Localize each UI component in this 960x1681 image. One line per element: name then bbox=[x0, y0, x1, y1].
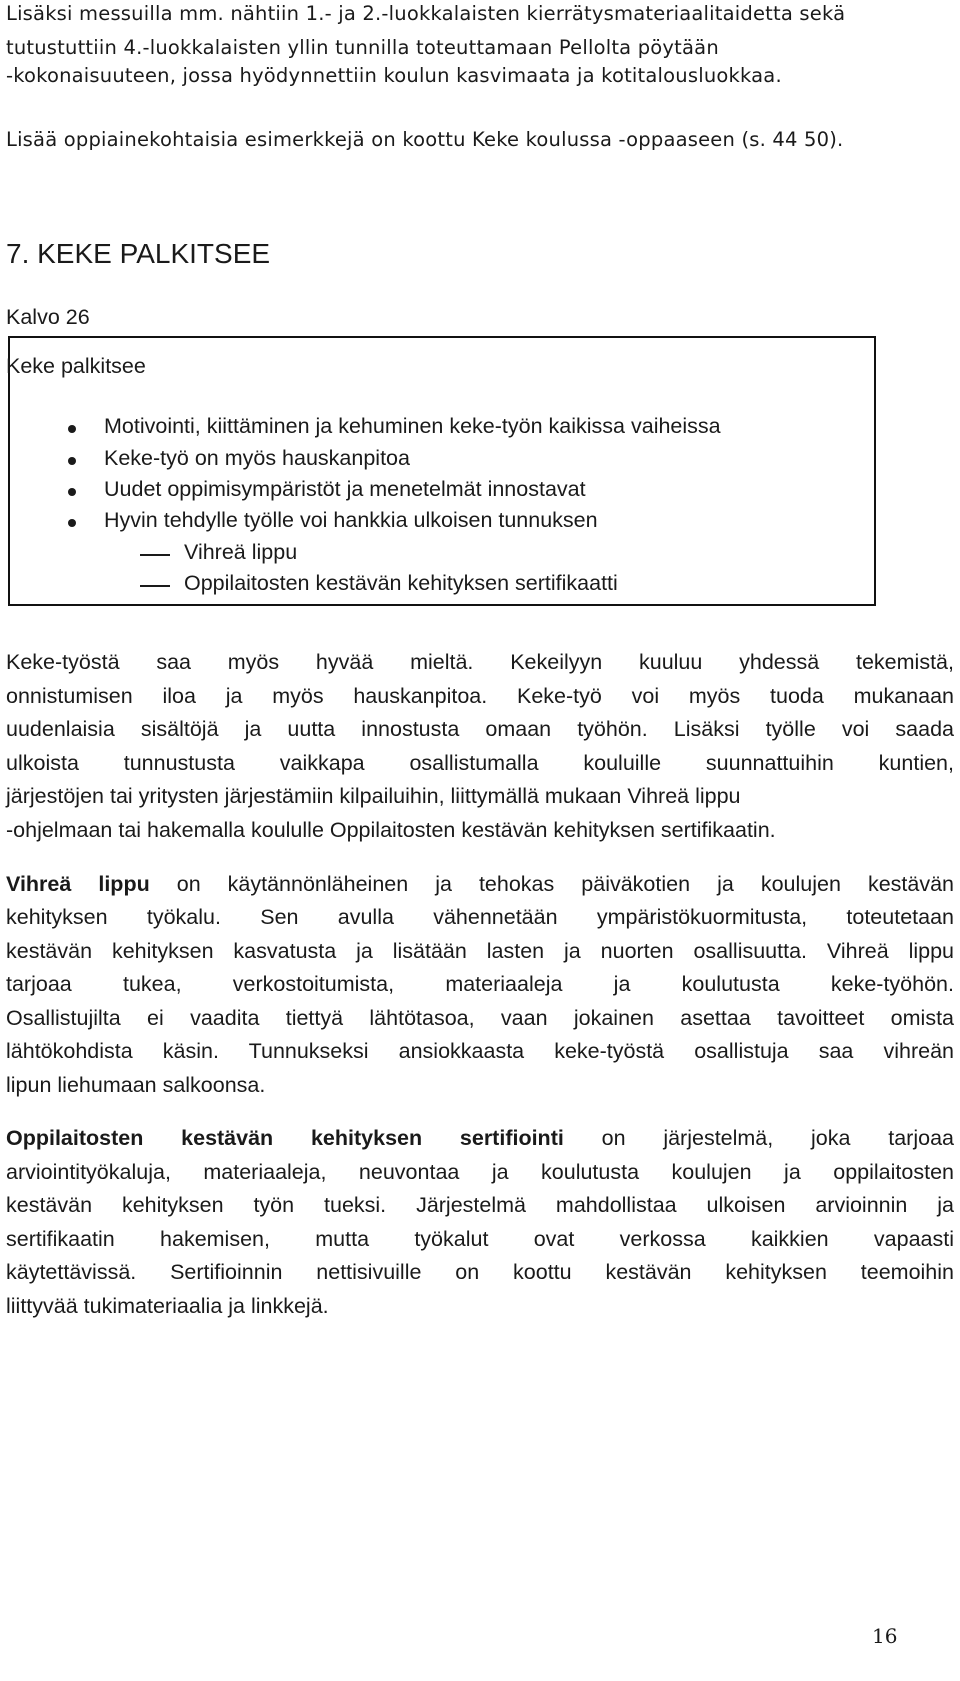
intro-line: -kokonaisuuteen, jossa hyödynnettiin koulun kasvimaata ja kotitalousluokkaa. bbox=[6, 64, 782, 87]
paragraph-line: kestävän kehityksen kasvatusta ja lisätään lasten ja nuorten osallisuutta. Vihreä lippu bbox=[6, 939, 954, 963]
paragraph-line: lipun liehumaan salkoonsa. bbox=[6, 1073, 266, 1097]
paragraph-line: kestävän kehityksen työn tueksi. Järjestelmä mahdollistaa ulkoisen arvioinnin ja bbox=[6, 1193, 954, 1217]
bullet-icon bbox=[68, 425, 76, 433]
page-number: 16 bbox=[872, 1624, 898, 1648]
slide-bullet: Motivointi, kiittäminen ja kehuminen keke-työn kaikissa vaiheissa bbox=[104, 414, 721, 438]
paragraph-line: -ohjelmaan tai hakemalla koululle Oppilaitosten kestävän kehityksen sertifikaatin. bbox=[6, 818, 776, 842]
paragraph-line: Vihreä lippu on käytännönläheinen ja tehokas päiväkotien ja koulujen kestävän bbox=[6, 872, 954, 896]
dash-icon bbox=[140, 554, 170, 556]
paragraph-line: käytettävissä. Sertifioinnin nettisivuille on koottu kestävän kehityksen teemoihin bbox=[6, 1260, 954, 1284]
section-heading: 7. KEKE PALKITSEE bbox=[6, 238, 271, 269]
paragraph-line: onnistumisen iloa ja myös hauskanpitoa. Keke-työ voi myös tuoda mukanaan bbox=[6, 684, 954, 708]
slide-sub-item: Vihreä lippu bbox=[184, 540, 298, 564]
paragraph-line: arviointityökaluja, materiaaleja, neuvontaa ja koulutusta koulujen ja oppilaitosten bbox=[6, 1160, 954, 1184]
bullet-icon bbox=[68, 488, 76, 496]
paragraph-line: Oppilaitosten kestävän kehityksen sertifiointi on järjestelmä, joka tarjoaa bbox=[6, 1126, 954, 1150]
slide-sub-item: Oppilaitosten kestävän kehityksen sertifikaatti bbox=[184, 571, 618, 595]
slide-bullet: Keke-työ on myös hauskanpitoa bbox=[104, 446, 410, 470]
term-vihrea-lippu: Vihreä lippu bbox=[6, 872, 150, 896]
slide-bullet: Uudet oppimisympäristöt ja menetelmät innostavat bbox=[104, 477, 586, 501]
bullet-icon bbox=[68, 457, 76, 465]
paragraph-line: Keke-työstä saa myös hyvää mieltä. Kekeilyyn kuuluu yhdessä tekemistä, bbox=[6, 650, 954, 674]
paragraph-line: liittyvää tukimateriaalia ja linkkejä. bbox=[6, 1294, 329, 1318]
paragraph-line: uudenlaisia sisältöjä ja uutta innostusta omaan työhön. Lisäksi työlle voi saada bbox=[6, 717, 954, 741]
paragraph-line: sertifikaatin hakemisen, mutta työkalut ovat verkossa kaikkien vapaasti bbox=[6, 1227, 954, 1251]
intro-line: Lisää oppiainekohtaisia esimerkkejä on koottu Keke koulussa -oppaaseen (s. 44 50). bbox=[6, 128, 844, 151]
intro-line: Lisäksi messuilla mm. nähtiin 1.- ja 2.-luokkalaisten kierrätysmateriaalitaidetta sekä bbox=[6, 2, 846, 25]
paragraph-line: tarjoaa tukea, verkostoitumista, materiaaleja ja koulutusta keke-työhön. bbox=[6, 972, 954, 996]
paragraph-line: kehityksen työkalu. Sen avulla vähennetään ympäristökuormitusta, toteutetaan bbox=[6, 905, 954, 929]
bullet-icon bbox=[68, 519, 76, 527]
paragraph-line: järjestöjen tai yritysten järjestämiin kilpailuihin, liittymällä mukaan Vihreä lippu bbox=[6, 784, 741, 808]
intro-line: tutustuttiin 4.-luokkalaisten yllin tunnilla toteuttamaan Pellolta pöytään bbox=[6, 36, 719, 59]
dash-icon bbox=[140, 585, 170, 587]
paragraph-line: lähtökohdista käsin. Tunnukseksi ansiokkaasta keke-työstä osallistuja saa vihreän bbox=[6, 1039, 954, 1063]
term-sertifiointi: Oppilaitosten kestävän kehityksen sertifiointi bbox=[6, 1126, 564, 1150]
slide-bullet: Hyvin tehdylle työlle voi hankkia ulkoisen tunnuksen bbox=[104, 508, 598, 532]
paragraph-line: ulkoista tunnustusta vaikkapa osallistumalla kouluille suunnattuihin kuntien, bbox=[6, 751, 954, 775]
slide-title: Keke palkitsee bbox=[6, 354, 146, 378]
slide-label: Kalvo 26 bbox=[6, 305, 90, 329]
paragraph-line: Osallistujilta ei vaadita tiettyä lähtötasoa, vaan jokainen asettaa tavoitteet omista bbox=[6, 1006, 954, 1030]
